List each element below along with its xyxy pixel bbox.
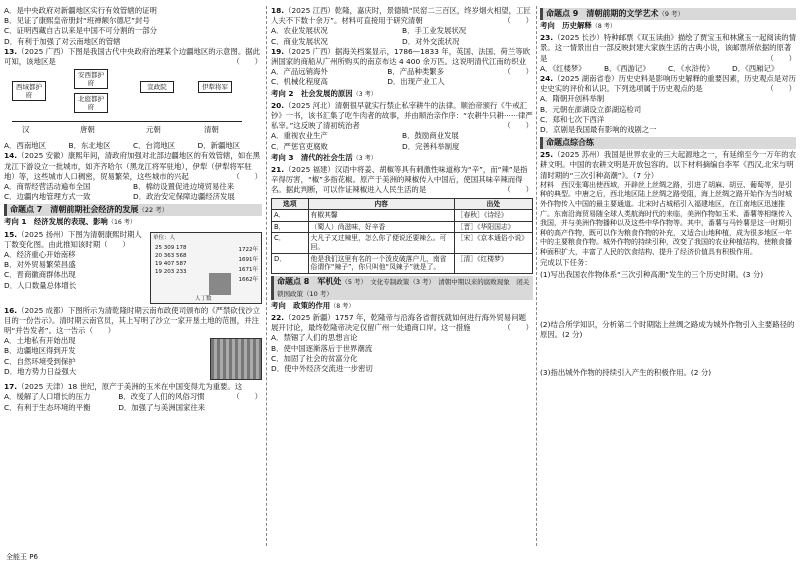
q12-options: [4, 6, 262, 47]
diagram-box: 伊犁将军: [198, 81, 232, 93]
option: C．边疆内地管理方式一致: [4, 192, 91, 202]
direction-title: 考向 1 经济发展的表现、影响: [4, 217, 108, 227]
diagram-box: 北庭都护府: [74, 93, 108, 113]
question-source: （2025 江西）: [284, 6, 335, 15]
question-source: （2025 苏州）: [553, 150, 604, 160]
table-cell: C．: [272, 233, 309, 253]
question-stem: 下图是我国古代中央政府治理某个边疆地区的示意图。据此可知，该地区是: [4, 46, 260, 67]
q23-options: [540, 64, 796, 74]
section-count: （3 考） 清朝中期以来的腐败现象 闭关锁国政策: [277, 277, 530, 298]
section-header-10: [540, 137, 796, 149]
option: C．晋商徽商群体出现: [4, 270, 76, 280]
section-header-7: [4, 204, 262, 216]
direction-count: （8 考）: [591, 23, 617, 30]
option: B．元朝在澎湖设立澎湖巡检司: [540, 104, 642, 114]
table-cell: 他是我们这里有名的一个泼皮破落户儿，南省俗谓作“辣子”，你只叫他“凤辣子”就是了。: [308, 253, 454, 273]
option: D．出现产业工人: [387, 77, 445, 87]
option: A．商帮经营活动遍布全国: [4, 182, 91, 192]
sub-question-3: (3)指出城外作物的持续引入产生的积极作用。(2 分): [540, 367, 712, 377]
question-18: [271, 6, 533, 26]
option: B．见证了康熙皇帝册封“班禅额尔德尼”封号: [4, 16, 150, 26]
table-cell: 大凡子又过辣里，怎么你了便说还要辣么。可回。: [308, 233, 454, 253]
option: B．手工业发展状况: [402, 26, 467, 36]
table-cell: B．: [272, 221, 309, 233]
option: D．加强了与美洲国家往来: [118, 402, 206, 412]
question-source: （2025 广西）: [17, 46, 68, 56]
option: C．严惩官吏腐败: [271, 141, 328, 151]
question-number: 18.: [271, 6, 285, 15]
question-stem: 历史史料是影响历史解释的重要因素，历史观点是对历史史实的评价和认识。下列选项属于历史观点的是: [540, 74, 796, 94]
question-source: （2025 福建）: [284, 165, 335, 175]
section-title: 命题点 7 清朝前期社会经济的发展: [10, 205, 139, 215]
q14-options: [4, 182, 262, 202]
direction-2: [271, 89, 533, 100]
question-source: （2025 湖南省卷）: [553, 74, 619, 84]
page-footer: 全能王 P6: [6, 553, 38, 561]
option: C．加固了社会的贫富分化: [271, 353, 358, 363]
question-stem: 汉语中将姜、胡椒等具有刺激性味道称为“辛”，而“辣”是指辛得厉害，“椒”多指花椒。原产于美洲的辣椒传入中国后，使国其味辛辣而得名。据此判断，可以作证辣椒进入人民生活的是: [271, 165, 528, 195]
question-stem: 下图所示为清乾隆时期云南布政使司颁布的《严禁砍伐沙立目的一份告示》。清时期云南官员，其上写明了沙立一家开垦土地的范围，并注明“并告发者”。这一告示: [4, 305, 260, 336]
diagram-box: 宣政院: [140, 81, 174, 93]
column-2: [271, 6, 533, 374]
question-source: （2025 长沙）: [553, 33, 604, 43]
table-cell: ［晋］《华阳国志》: [454, 221, 532, 233]
question-number: 25.: [540, 150, 554, 160]
diagram-box: 西域都护府: [12, 81, 46, 101]
option: D．地方势力日益强大: [4, 366, 77, 376]
table-row: [272, 210, 533, 222]
era-label: 元朝: [146, 125, 161, 135]
option: C．机械化程度高: [271, 77, 328, 87]
table-row: [272, 221, 533, 233]
q22-options: [271, 333, 533, 374]
option: B．对外贸易繁荣昌盛: [4, 260, 76, 270]
q17-options: [4, 392, 232, 412]
option: A．是中央政府对新疆地区实行有效管辖的证明: [4, 6, 157, 15]
q19-options: [271, 67, 503, 87]
direction-title: 考向 政策的作用: [271, 300, 331, 310]
question-number: 19.: [271, 46, 285, 56]
question-number: 20.: [271, 100, 285, 110]
chart-value: 20 363 568: [155, 252, 187, 259]
answer-paren: （ ）: [232, 171, 262, 181]
direction-count: （3 考）: [352, 154, 377, 162]
q20-options: [271, 131, 533, 151]
table-header: 选项: [272, 198, 309, 210]
question-number: 23.: [540, 33, 554, 43]
era-label: 清朝: [204, 125, 219, 135]
option: C．郑和七次下西洋: [540, 114, 605, 124]
q21-table: [271, 198, 533, 274]
chart-unit: 单位：人: [153, 234, 176, 241]
option: C．台湾地区: [133, 141, 176, 151]
question-22: [271, 313, 533, 333]
population-chart: [150, 232, 262, 304]
q13-options: [4, 141, 262, 151]
question-25: [540, 150, 796, 181]
stele-photo: [210, 338, 262, 380]
question-20: [271, 101, 533, 132]
answer-paren: （ ）: [503, 185, 533, 195]
section-title: 命题点综合练: [546, 138, 594, 148]
material-text: 材料 西汉张骞出使西域，开辟丝上丝绸之路，引进了胡麻、胡豆、葡萄等，是引种的典型。中唐之后，西北地区陆上丝绸之路受阻，海上丝绸之路开始作为当时城外作物传入中国的最主要通道。北宋时占城稻引入福建地区，在江南地区迅速推广。东南沿海贸易随全球人类航海时代的来临，美洲作物如玉米、番薯等相继传入我国，并与美洲作物播种以及这些中华作物等。其中，番薯与马铃薯是这一时期引种的高产作物，既可以作为粮食作物的补充，又适合山地种植，成为很多地区一年中的主要粮食作物。城外作物的持续引种，改变了我国的农业种植结构，使粮食播种面积扩大，丰富了人民的饮食结构、提升了经济价值具有积极作用。: [540, 180, 792, 256]
option: A．《红楼梦》: [540, 63, 586, 73]
direction-1: [4, 217, 262, 228]
question-number: 16.: [4, 305, 18, 315]
option: C．有利于生态环境的平衡: [4, 402, 91, 412]
question-source: （2025 广西）: [284, 46, 335, 56]
table-cell: ［春秋］《诗经》: [454, 210, 532, 222]
table-cell: A．: [272, 210, 309, 222]
option: B．改变了人们的风俗习惯: [118, 392, 205, 402]
table-row: [272, 253, 533, 273]
option: D．对外交流状况: [402, 36, 460, 46]
direction-title: 考向 2 社会发展的原因: [271, 88, 353, 98]
section-count: （10 考）: [303, 289, 333, 298]
q15-options: [4, 250, 146, 291]
question-16: [4, 306, 262, 337]
question-number: 22.: [271, 313, 285, 323]
question-number: 13.: [4, 46, 18, 56]
answer-paren: （ ）: [766, 84, 796, 94]
answer-paren: （ ）: [232, 392, 262, 402]
question-source: （2025 天津）: [17, 382, 68, 392]
option: A．农业发展状况: [271, 26, 328, 36]
option: A．隋朝开创科举制: [540, 94, 605, 104]
option: A．产品远销海外: [271, 67, 328, 77]
option: D．完善科举制度: [402, 141, 460, 151]
chart-year: 1691年: [238, 256, 258, 263]
option: C．自然环境受到保护: [4, 356, 76, 366]
question-number: 24.: [540, 74, 554, 84]
chart-value: 19 203 233: [155, 268, 187, 275]
answer-paren: （ ）: [766, 53, 796, 63]
chart-xlabel: 人丁数: [195, 295, 212, 302]
table-cell: （蜀人）尚滋味，好辛香: [308, 221, 454, 233]
table-header-row: [272, 198, 533, 210]
q24-options: [540, 94, 796, 135]
option: B．鼓励商业发展: [402, 131, 459, 141]
table-cell: 有椒其馨: [308, 210, 454, 222]
question-23: [540, 33, 796, 64]
question-number: 21.: [271, 165, 285, 175]
table-cell: ［宋］《京本通俗小说》: [454, 233, 532, 253]
answer-paren: （ ）: [503, 67, 533, 77]
option: A．西南地区: [4, 141, 47, 151]
question-stem: 特种邮票《双玉读曲》描绘了贾宝玉和林黛玉一起阅读的情景。这一情景出自一部反映封建大家族生活的古典小说，该邮票所依据的原著是: [540, 33, 796, 63]
chart-year: 1722年: [238, 246, 258, 253]
q16-options: [4, 336, 206, 377]
question-number: 17.: [4, 382, 18, 392]
question-stem: 我国是世界农业的三大起源地之一，有延绵至今一万年的农耕文明。中国的农耕文明是开放包容的。以下材料摘编自李军《西汉,北宋与明清时期的“三次引种高潮”》。（7 分）: [540, 150, 796, 180]
chart-year: 1662年: [238, 276, 258, 283]
section-count: （22 考）: [138, 206, 169, 215]
section-title: 命题点 8 军机处: [277, 276, 342, 286]
option: A．禁锢了人们的思想言论: [271, 333, 358, 343]
option: D．政治安定保障边疆经济发展: [133, 192, 235, 202]
option: A．土地私有开始出现: [4, 336, 76, 346]
question-source: （2025 成都）: [17, 305, 68, 315]
table-cell: ［清］《红楼梦》: [454, 253, 532, 273]
column-1: [4, 6, 262, 413]
option: A．缓解了人口增长的压力: [4, 392, 91, 402]
option: B．《西游记》: [604, 63, 650, 73]
direction-title: 考向 历史解释: [540, 21, 592, 30]
option: B．边疆地区得到开发: [4, 346, 76, 356]
option: D．《西厢记》: [732, 63, 779, 73]
option: C．《水浒传》: [668, 63, 714, 73]
direction-title: 考向 3 清代的社会生活: [271, 152, 353, 162]
direction-count: （3 考）: [352, 90, 377, 98]
section-title: 命题点 9 清朝前期的文学艺术: [546, 9, 659, 18]
option: D．新疆地区: [197, 141, 241, 151]
question-number: 14.: [4, 151, 18, 161]
diagram-box: 安西都护府: [74, 69, 108, 89]
option: A．重视农业生产: [271, 131, 328, 141]
option: C．证明西藏自古以来是中国不可分割的一部分: [4, 26, 157, 36]
sub-question-1: (1)写出我国农作物体系“三次引种高潮”发生的三个历史时期。(3 分): [540, 269, 764, 279]
question-21: [271, 165, 533, 196]
section-count: （9 考）: [658, 10, 685, 18]
governance-diagram: [4, 69, 262, 139]
question-source: （2025 河北）: [284, 100, 335, 110]
answer-paren: （ ）: [85, 326, 116, 336]
question-stem: 1757 年，乾隆帝与沿海各省督抚就如何进行海外贸易问题展开讨论，最终乾隆帝决定仅留广州一处通商口岸。这一措施: [271, 313, 526, 333]
option: D．京剧是我国最有影响的戏剧之一: [540, 125, 657, 135]
question-13: [4, 47, 262, 67]
question-stem: 据海关档案显示，1786—1833 年，英国、法国、荷兰等欧洲国家的商船从广州所购买的南京布达 4 400 余万匹。这说明清代江南纺织业: [271, 46, 530, 67]
option: B．棉纺设置促进边境贸易往来: [133, 182, 235, 192]
chart-value: 19 407 587: [155, 260, 187, 267]
option: B．产品种类繁多: [387, 67, 445, 77]
direction-count: （8 考）: [330, 302, 355, 310]
table-header: 出处: [454, 198, 532, 210]
question-source: （2025 扬州）: [17, 229, 68, 239]
sub-question-2: (2)结合所学知识，分析第二个时期陆上丝绸之路成为城外作物引入主要路径的原因。(2 分): [540, 319, 795, 339]
era-label: 汉: [22, 125, 30, 135]
chart-bar: [209, 273, 231, 295]
task-prompt: 完成以下任务：: [540, 257, 592, 267]
direction-3: [271, 153, 533, 164]
question-stem: 18 世纪，原产于美洲的玉米在中国变得尤为重要。这: [67, 382, 243, 392]
question-source: （2025 新疆）: [284, 313, 335, 323]
timeline-axis: [12, 121, 242, 122]
question-stem: 清朝很早就实行禁止私宰耕牛的法律。顺治帝颁行《牛戒汇钞》一书，该书汇集了吃牛肉者的故事，并由顺治亲作序：“农耕牛只耕······律严私宰。”这反映了清初统治者: [271, 100, 533, 131]
chart-value: 25 309 178: [155, 244, 187, 251]
option: D．使中外经济交流进一步密切: [271, 364, 373, 374]
option: D．人口数量总体增长: [4, 280, 77, 290]
section-header-9: [540, 8, 796, 20]
chart-year: 1671年: [238, 266, 258, 273]
option: B．使中国逐渐落后于世界潮流: [271, 343, 373, 353]
answer-paren: （ ）: [503, 121, 533, 131]
answer-paren: （ ）: [503, 323, 533, 333]
direction-4: [271, 301, 533, 312]
question-stem: 乾隆，嘉庆时，景德镇“民窑二三百区，终岁烟火相望，工匠人夫不下数十余万”。材料可直接用于研究清朝: [271, 6, 531, 26]
option: D．有利于加强了对云南地区的管辖: [4, 36, 121, 46]
column-divider: [266, 6, 267, 546]
direction-5: [540, 21, 796, 32]
question-number: 15.: [4, 229, 18, 239]
answer-paren: （ ）: [100, 239, 130, 249]
direction-count: （16 考）: [107, 219, 137, 227]
section-count: （5 考） 文化专制政策: [341, 277, 410, 286]
section-header-8: [271, 276, 533, 300]
answer-paren: （ ）: [232, 57, 262, 67]
table-row: [272, 233, 533, 253]
option: B．东北地区: [68, 141, 111, 151]
era-label: 唐朝: [80, 125, 95, 135]
question-stem: 康熙年间，清政府加强对北部边疆地区的有效管辖，如在黑龙江下游设立一批城市，如齐齐哈尔（黑龙江将军驻地），伊犁（伊犁将军驻地）等，这些城市人口稠密，贸易繁荣，这些城市的兴起: [4, 151, 260, 181]
q18-options: [271, 26, 533, 46]
column-divider: [536, 6, 537, 546]
answer-paren: （ ）: [503, 16, 533, 26]
table-header: 内容: [308, 198, 454, 210]
question-source: （2025 安徽）: [17, 151, 68, 161]
option: A．经济重心开始南移: [4, 250, 76, 260]
question-24: [540, 74, 796, 94]
option: C．商业发展状况: [271, 36, 328, 46]
column-3: [540, 6, 796, 378]
question-stem: 下图为清朝康熙时期人丁数变化图。由此推知该时期: [4, 229, 142, 249]
question-14: [4, 151, 262, 182]
table-cell: D．: [272, 253, 309, 273]
